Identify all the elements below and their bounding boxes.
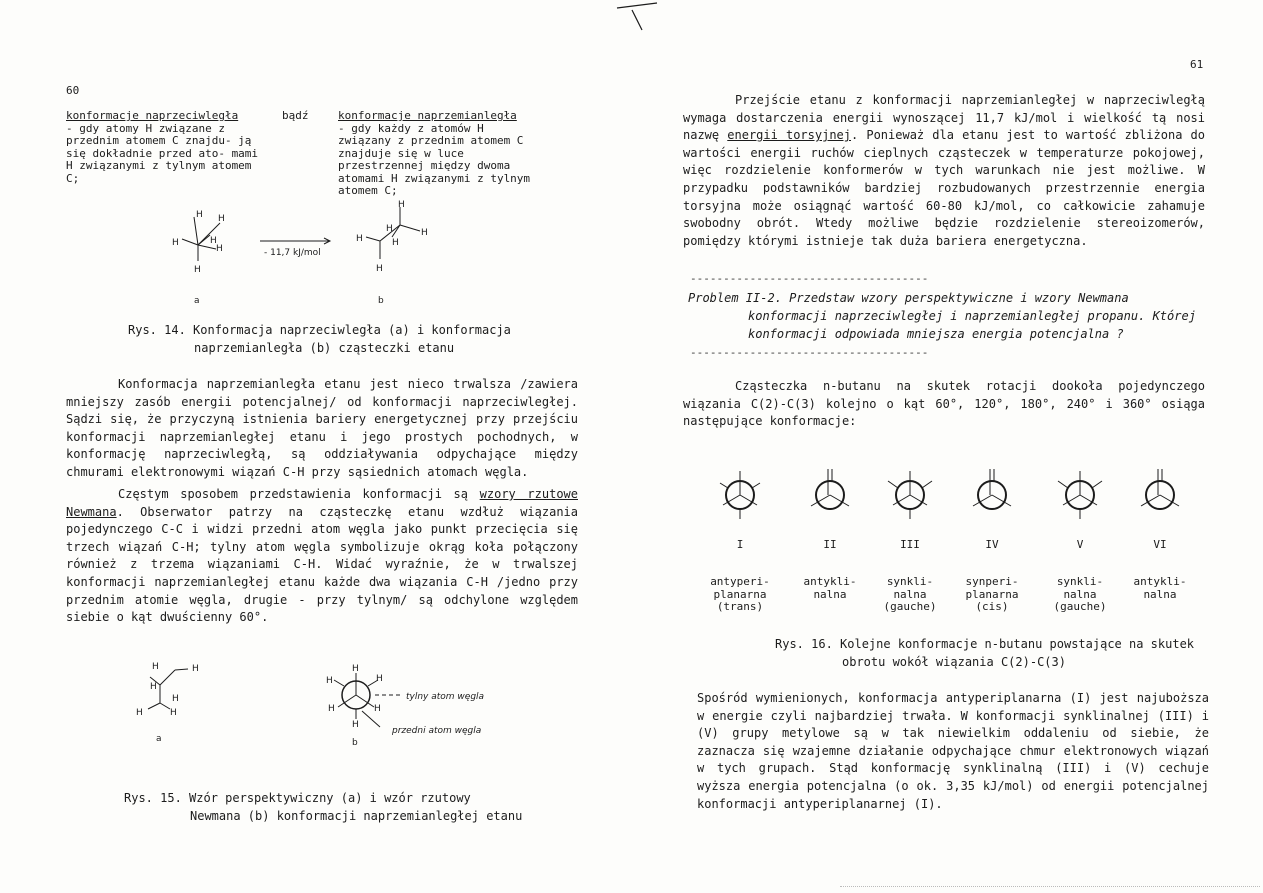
conformer-V-numeral: V (1076, 538, 1084, 551)
torsion-text-start: Przejście etanu z konformacji naprzemianległej w naprzeciwległą wymaga dostarczenia energii wynoszącej 11,7 kJ/mol i wielkość tą nosi nazwę (683, 93, 1205, 143)
eclipsed-ethane-structure (172, 210, 225, 275)
svg-text:H: H (374, 704, 381, 714)
fig16-caption-line2: obrotu wokół wiązania C(2)-C(3) (842, 655, 1066, 669)
conformer-labels (695, 538, 1215, 638)
fig15-caption-line2: Newmana (b) konformacji naprzemianległej etanu (190, 809, 523, 823)
definition-staggered (338, 110, 538, 198)
svg-text:H: H (376, 264, 383, 274)
paragraph-stability: Konformacja naprzemianległa etanu jest nieco trwalsza /zawiera mniejszy zasób energii potencjalnej/ od konformacji naprzeciwległej. Sądzi się, że przyczyną istnienia bariery energetycznej przy przejściu konformacji naprzemianległej etanu i jego prostych pochodnych, w konformację naprzeciwległą, są oddziaływania odpychające między chmurami elektronowymi wiązań C-H przy sąsiednich atomach węgla. (66, 377, 578, 479)
conformer-I-name-l1: antyperi- (710, 575, 770, 588)
conformer-III-name (870, 576, 950, 614)
term-eclipsed: konformacje naprzeciwległa (66, 109, 239, 122)
fig15-label-a: a (156, 734, 162, 744)
fig14-caption-line2: naprzemianległa (b) cząsteczki etanu (194, 341, 455, 355)
conformer-VI-numeral: VI (1153, 538, 1167, 551)
conformer-V-name (1040, 576, 1120, 614)
svg-text:H: H (192, 664, 199, 674)
svg-text:H: H (136, 708, 143, 718)
svg-text:H: H (352, 664, 359, 674)
connector-word: bądź (282, 109, 309, 122)
conformer-III-name-l1: synkli- (886, 575, 934, 588)
svg-text:H: H (152, 662, 159, 672)
conformer-IV-name-l3: (cis) (975, 600, 1009, 613)
conformer-VI-name (1120, 576, 1200, 601)
term-staggered: konformacje naprzemianległa (338, 109, 517, 122)
svg-text:H: H (328, 704, 335, 714)
svg-text:H: H (386, 224, 393, 234)
svg-text:H: H (398, 200, 405, 210)
svg-text:H: H (172, 238, 179, 248)
conformer-VI-name-l1: antykli- (1133, 575, 1187, 588)
page-fold-mark (612, 0, 662, 40)
svg-text:H: H (421, 228, 428, 238)
perspective-formula (136, 662, 199, 718)
torsion-text-rest: . Ponieważ dla etanu jest to wartość zbliżona do wartości energii ruchów cieplnych cząsteczek w temperaturze pokojowej, więc rozdzielenie konformerów w tych warunkach nie jest możliwe. W przypadku podstawników bardziej rozbudowanych przestrzennie energia torsyjna może osiągnąć wartość 60-80 kJ/mol, co całkowicie zahamuje swobodny obrót. Wtedy możliwe będzie rozdzielenie stereoizomerów, pomiędzy którymi istnieje tak duża bariera energetyczna. (683, 128, 1206, 248)
conformer-V-name-l1: synkli- (1056, 575, 1104, 588)
conformer-V-name-l3: (gauche) (1053, 600, 1107, 613)
arrow-energy-label: - 11,7 kJ/mol (264, 248, 321, 258)
svg-text:H: H (216, 244, 223, 254)
svg-text:H: H (326, 676, 333, 686)
figure-14-structures (160, 195, 460, 315)
svg-text:H: H (170, 708, 177, 718)
conformer-V-projection (1058, 471, 1102, 519)
svg-text:H: H (194, 265, 201, 275)
svg-text:H: H (150, 682, 157, 692)
paragraph-butane-rotation: Cząsteczka n-butanu na skutek rotacji dookoła pojedynczego wiązania C(2)-C(3) kolejno o kąt 60°, 120°, 180°, 240° i 360° osiąga następujące konformacje: (683, 379, 1205, 429)
conformer-IV-name (952, 576, 1032, 614)
paragraph-newman (66, 486, 578, 627)
svg-text:H: H (172, 694, 179, 704)
page-number-right: 61 (1190, 58, 1204, 71)
conformer-I-name (700, 576, 780, 614)
svg-text:H: H (356, 234, 363, 244)
conformer-III-name-l2: nalna (893, 587, 927, 601)
staggered-ethane-structure (356, 200, 428, 274)
reaction-arrow (260, 238, 330, 258)
paragraph-torsional-energy (683, 92, 1205, 250)
note-back-carbon: tylny atom węgla (406, 692, 485, 702)
note-front-carbon: przedni atom węgla (392, 726, 482, 736)
problem-line1: Problem II-2. Przedstaw wzory perspektywiczne i wzory Newmana (688, 291, 1129, 305)
newman-text-start: Częstym sposobem przedstawienia konformacji są (118, 487, 480, 501)
conformer-I-name-l3: (trans) (716, 600, 764, 613)
definition-eclipsed (66, 110, 266, 185)
conformer-VI-name-l2: nalna (1143, 587, 1177, 601)
conformer-III-numeral: III (900, 538, 920, 551)
page-number-left: 60 (66, 84, 80, 97)
conformer-II-projection (811, 469, 849, 509)
conformer-I-numeral: I (736, 538, 744, 551)
problem-line3: konformacji odpowiada mniejsza energia potencjalna ? (748, 327, 1124, 341)
svg-text:H: H (376, 674, 383, 684)
fig16-caption-line1: Rys. 16. Kolejne konformacje n-butanu powstające na skutek (775, 637, 1195, 651)
svg-text:H: H (196, 210, 203, 220)
divider-bottom: ------------------------------------ (690, 346, 929, 359)
conformer-II-name (790, 576, 870, 601)
newman-text-rest: . Obserwator patrzy na cząsteczkę etanu wzdłuż wiązania pojedynczego C-C i widzi przedni atom węgla jako punkt przecięcia się trzech wiązań C-H; tylny atom węgla symbolizuje okrąg koła połączony również z trzema wiązaniami C-H. Widać wyraźnie, że w trwalszej konformacji naprzemianległej etanu każde dwa wiązania C-H /jedno przy przednim atomie węgla, drugie - przy tylnym/ są odchylone względem siebie o kąt dwuścienny 60°. (66, 504, 578, 625)
butane-newman-projections (695, 455, 1215, 545)
conformer-VI-projection (1141, 469, 1179, 509)
conformer-IV-name-l2: planarna (965, 587, 1019, 601)
conformer-IV-name-l1: synperi- (965, 575, 1019, 588)
fig15-label-b: b (352, 738, 358, 748)
conformer-I-projection (720, 471, 760, 519)
term-torsional-energy: energii torsyjnej (727, 128, 851, 143)
conformer-II-name-l1: antykli- (803, 575, 857, 588)
divider-top: ------------------------------------ (690, 272, 929, 285)
svg-text:H: H (218, 214, 225, 224)
definition-staggered-text: - gdy każdy z atomów H związany z przednim atomem C znajduje się w luce przestrzennej między dwoma atomami H związanymi z tylnym atomem C; (338, 121, 531, 197)
fig14-caption-line1: Rys. 14. Konformacja naprzeciwległa (a) i konformacja (128, 323, 511, 337)
conformer-V-name-l2: nalna (1063, 587, 1097, 601)
newman-projection (326, 664, 400, 730)
paragraph-conformer-energy: Spośród wymienionych, konformacja antyperiplanarna (I) jest najuboższa w energie czyli najbardziej trwała. W konformacji synklinalnej (III) i (V) grupy metylowe są w tak niewielkim oddaleniu od siebie, że zaznacza się wzajemne działanie odpychające chmur elektronowych wiązań w tych grupach. Stąd konformację synklinalną (III) i (V) cechuje wyższa energia potencjalna (o ok. 3,35 kJ/mol) od energii potencjalnej konformacji antyperiplanarnej (I). (697, 691, 1209, 811)
conformer-I-name-l2: planarna (713, 587, 767, 601)
svg-text:H: H (352, 720, 359, 730)
svg-text:H: H (392, 238, 399, 248)
conformer-III-name-l3: (gauche) (883, 600, 937, 613)
figure-15-structures (130, 655, 530, 750)
term-newman: wzory rzutowe Newmana (66, 487, 578, 519)
conformer-III-projection (888, 471, 932, 519)
page-edge-line (840, 886, 1260, 888)
fig14-label-a: a (194, 296, 200, 306)
conformer-IV-numeral: IV (985, 538, 999, 551)
problem-line2: konformacji naprzeciwległej i naprzemianległej propanu. Której (748, 309, 1196, 323)
fig14-label-b: b (378, 296, 384, 306)
conformer-IV-projection (973, 469, 1011, 509)
definition-eclipsed-text: - gdy atomy H związane z przednim atomem C znajdu- ją się dokładnie przed ato- mami H związanymi z tylnym atomem C; (66, 121, 259, 185)
fig15-caption-line1: Rys. 15. Wzór perspektywiczny (a) i wzór rzutowy (124, 791, 471, 805)
svg-text:H: H (210, 236, 217, 246)
conformer-II-numeral: II (823, 538, 837, 551)
conformer-II-name-l2: nalna (813, 587, 847, 601)
